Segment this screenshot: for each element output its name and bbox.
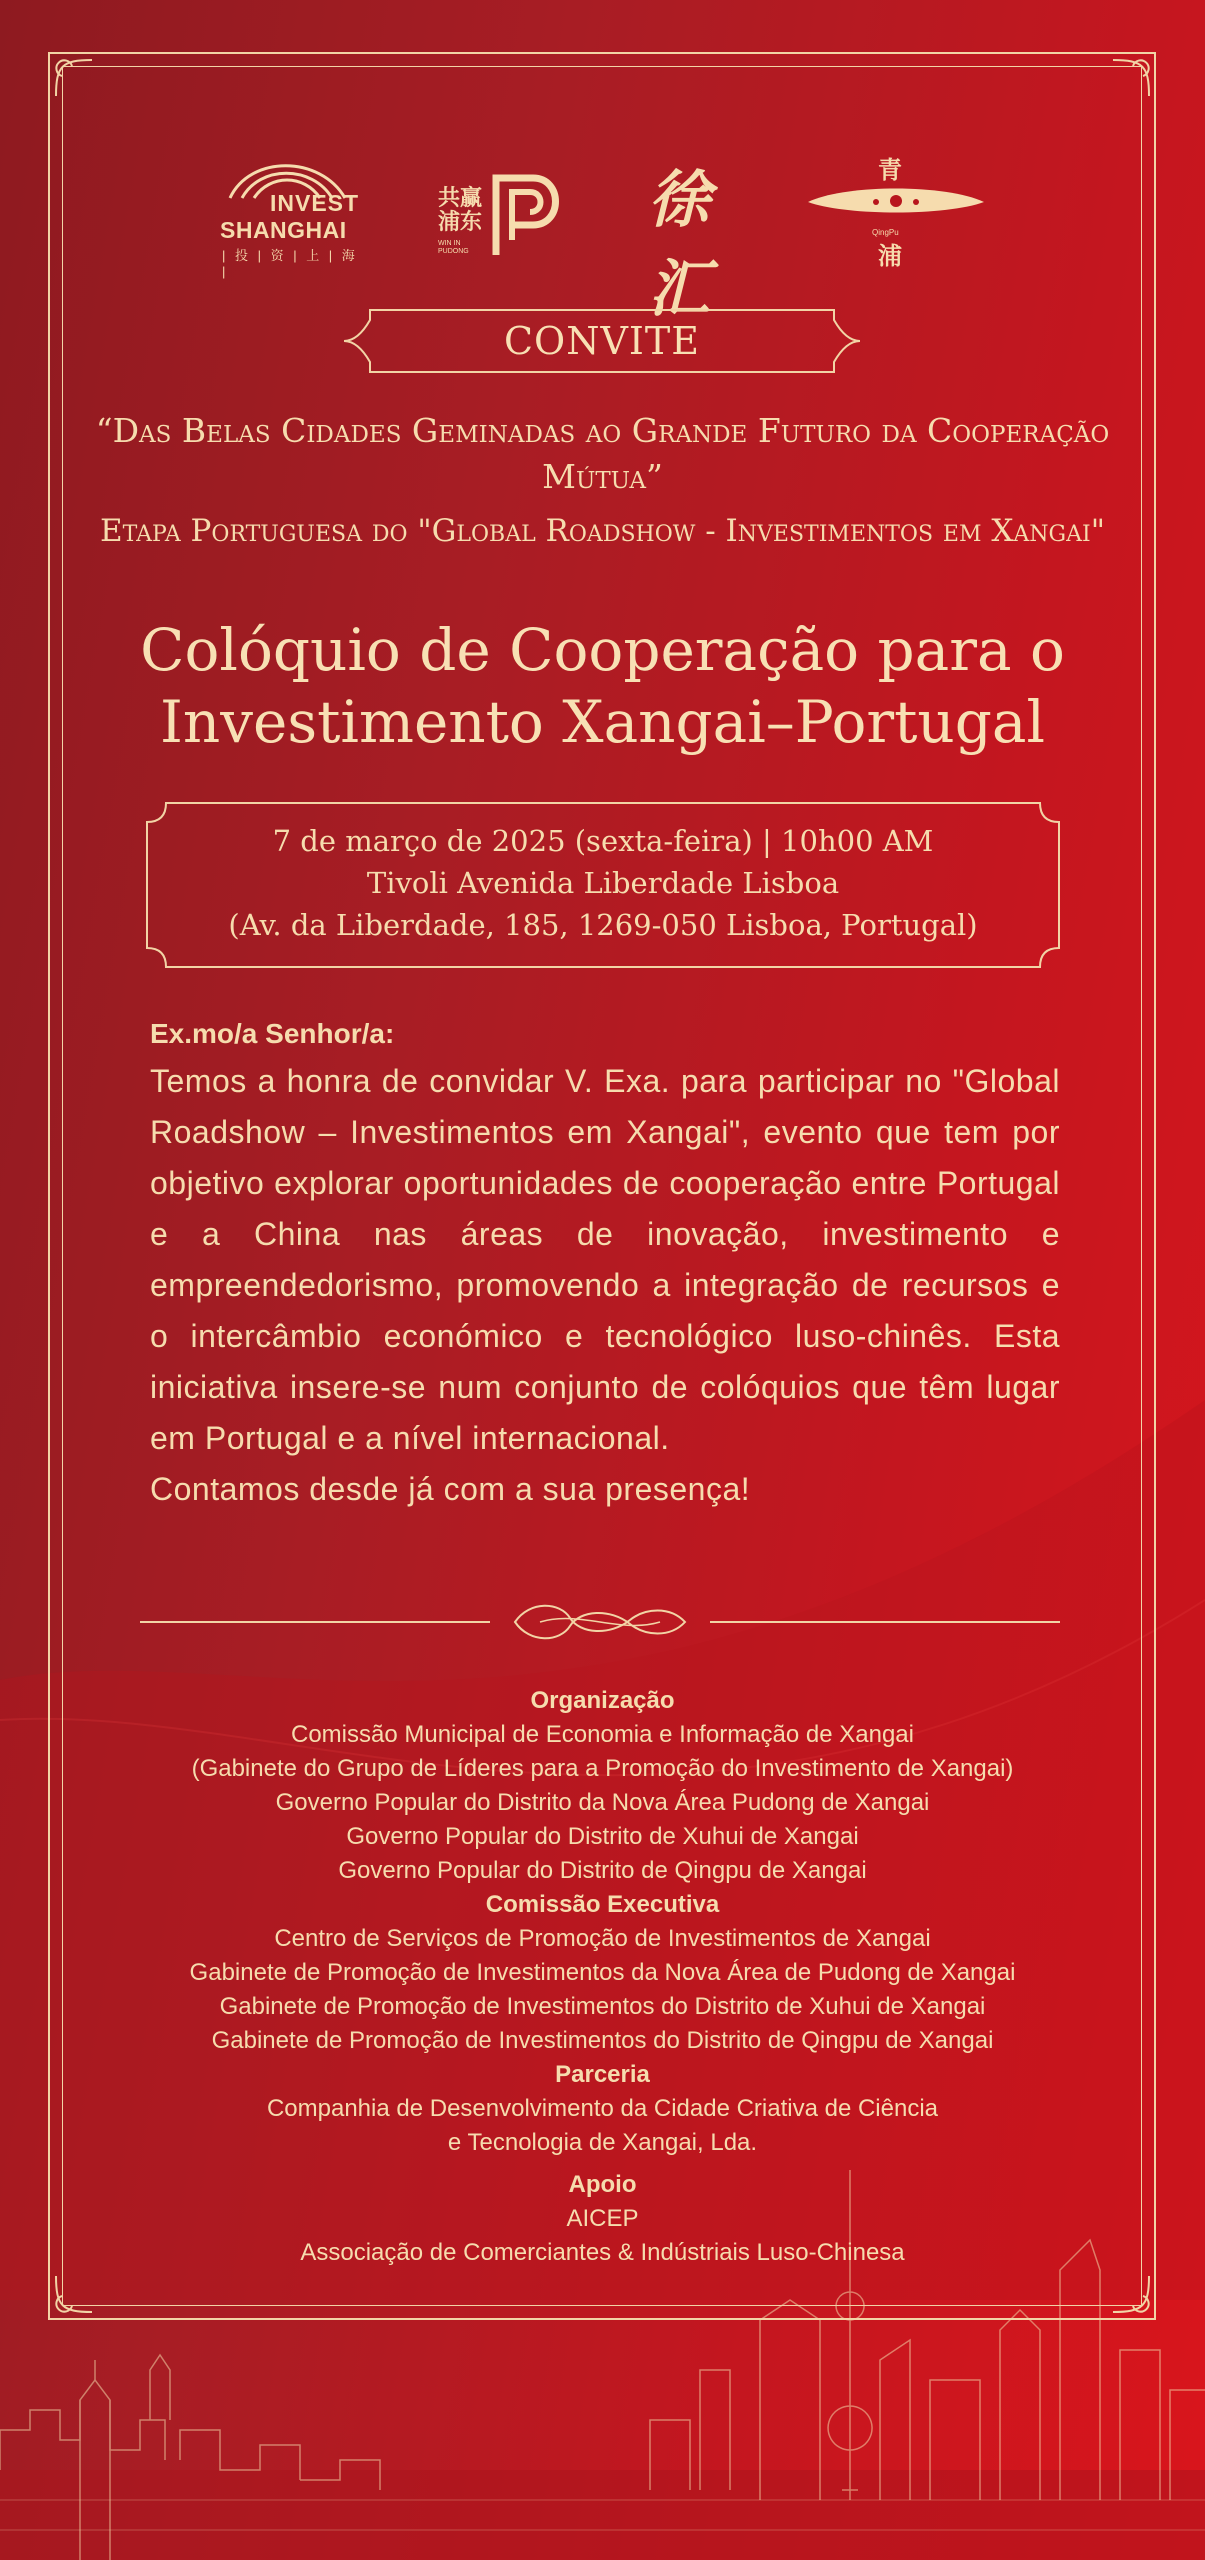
event-subtitle: Etapa Portuguesa do "Global Roadshow - Investimentos em Xangai" xyxy=(100,513,1105,549)
city-skyline-illustration xyxy=(0,2170,1205,2560)
organizacao-item: Comissão Municipal de Economia e Informação de Xangai xyxy=(290,1721,914,1748)
apoio-item: Associação de Comerciantes & Indústriais Luso-Chinesa xyxy=(300,2239,905,2266)
parceria-item: Companhia de Desenvolvimento da Cidade Criativa de Ciência xyxy=(266,2095,939,2122)
corner-ornament-top-right xyxy=(1107,56,1153,102)
win-in-pudong-logo xyxy=(438,162,578,262)
event-date-time: 7 de março de 2025 (sexta-feira) | 10h00 AM xyxy=(272,824,934,858)
xuhui-logo xyxy=(648,150,758,325)
organizacao-item: Governo Popular do Distrito da Nova Área Pudong de Xangai xyxy=(275,1789,930,1816)
xuhui-calligraphy: 徐汇 xyxy=(648,163,711,325)
qingpu-logo xyxy=(806,150,986,280)
organizacao-item: Governo Popular do Distrito de Xuhui de Xangai xyxy=(346,1823,859,1850)
apoio-item: AICEP xyxy=(566,2205,639,2232)
title-quote: “Das Belas Cidades Geminadas ao Grande Futuro da Cooperação Mútua” xyxy=(95,411,1110,496)
organizacao-heading: Organização xyxy=(530,1687,675,1714)
executiva-item: Centro de Serviços de Promoção de Investimentos de Xangai xyxy=(274,1925,931,1952)
invest-shanghai-logo xyxy=(220,160,360,279)
qingpu-bottom-char: 浦 xyxy=(878,243,902,270)
organizacao-item: (Gabinete do Grupo de Líderes para a Promoção do Investimento de Xangai) xyxy=(191,1755,1014,1782)
event-info-box xyxy=(144,800,1062,970)
executiva-heading: Comissão Executiva xyxy=(485,1891,720,1918)
corner-ornament-top-left xyxy=(52,56,98,102)
apoio-heading: Apoio xyxy=(568,2171,637,2198)
shanghai-text: SHANGHAI xyxy=(220,217,347,243)
main-title: Colóquio de Cooperação para o Investimento Xangai–Portugal xyxy=(140,616,1065,756)
organizacao-item: Governo Popular do Distrito de Qingpu de Xangai xyxy=(338,1857,867,1884)
qingpu-boat-icon xyxy=(806,184,986,224)
convite-badge xyxy=(340,306,864,376)
sponsor-logos xyxy=(0,150,1205,325)
parceria-item: e Tecnologia de Xangai, Lda. xyxy=(447,2129,758,2156)
invest-cn-text: | 投 | 资 | 上 | 海 | xyxy=(222,248,358,279)
pudong-en-text: WIN IN PUDONG xyxy=(438,240,469,255)
invest-text: INVEST xyxy=(270,190,360,216)
executiva-item: Gabinete de Promoção de Investimentos do Distrito de Qingpu de Xangai xyxy=(211,2027,994,2054)
parceria-heading: Parceria xyxy=(555,2061,650,2088)
pudong-p-icon xyxy=(488,170,568,260)
event-venue: Tivoli Avenida Liberdade Lisboa xyxy=(366,866,840,900)
qingpu-top-char: 青 xyxy=(878,157,902,184)
invitation-paragraph: Temos a honra de convidar V. Exa. para participar no "Global Roadshow – Investimentos em Xangai", evento que tem por objetivo explorar oportunidades de cooperação entre Portugal e a China nas áreas de inovação, investimento e empreendedorismo, promovendo a integração de recursos e o intercâmbio económico e tecnológico luso-chinês. Esta iniciativa insere-se num conjunto de colóquios que têm lugar em Portugal e a nível internacional. xyxy=(150,1063,1060,1456)
event-address: (Av. da Liberdade, 185, 1269-050 Lisboa, Portugal) xyxy=(228,908,978,942)
qingpu-latin-text: QingPu xyxy=(872,228,899,237)
pudong-cn-text: 共赢浦东 xyxy=(438,185,483,234)
executiva-item: Gabinete de Promoção de Investimentos do Distrito de Xuhui de Xangai xyxy=(219,1993,986,2020)
invitation-letter xyxy=(150,1018,1060,1515)
executiva-item: Gabinete de Promoção de Investimentos da Nova Área de Pudong de Xangai xyxy=(189,1959,1016,1986)
salutation: Ex.mo/a Senhor/a: xyxy=(150,1018,395,1049)
convite-label: CONVITE xyxy=(503,319,701,363)
ornamental-divider xyxy=(140,1590,1060,1660)
closing-line: Contamos desde já com a sua presença! xyxy=(150,1471,751,1507)
